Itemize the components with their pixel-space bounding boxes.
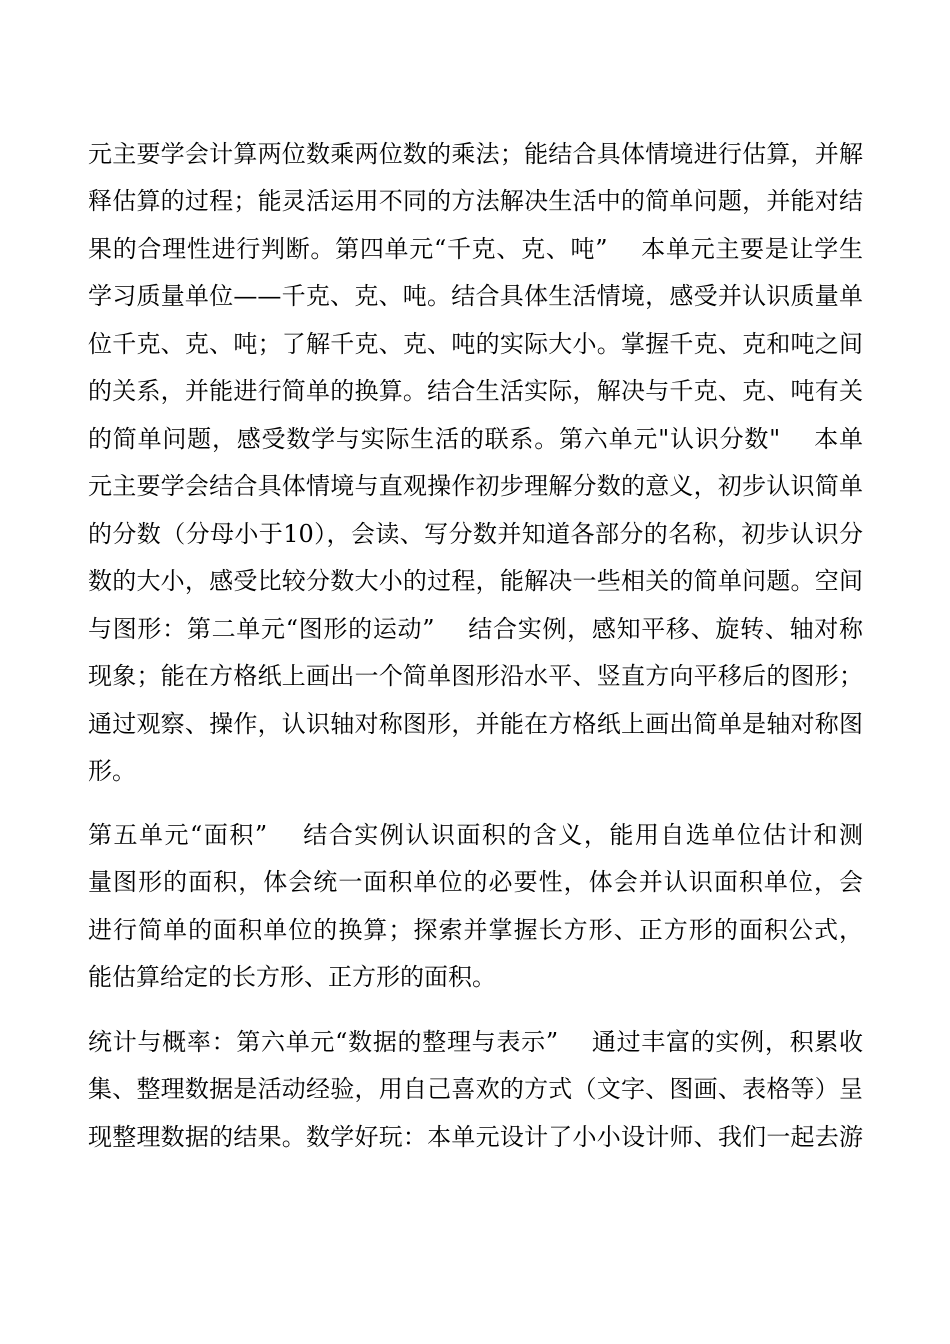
- text-line-1: 元主要学会计算两位数乘两位数的乘法；能结合具体情境进行估算，并解: [88, 140, 863, 168]
- text-line-8: 元主要学会结合具体情境与直观操作初步理解分数的意义，初步认识简单: [88, 472, 863, 500]
- text-line-13: 通过观察、操作，认识轴对称图形，并能在方格纸上画出简单是轴对称图: [88, 710, 863, 738]
- text-line-3: 果的合理性进行判断。第四单元“千克、克、吨” 本单元主要是让学生: [88, 235, 863, 263]
- text-line-12: 现象；能在方格纸上画出一个简单图形沿水平、竖直方向平移后的图形；: [88, 662, 863, 690]
- text-line-11: 与图形：第二单元“图形的运动” 结合实例，感知平移、旋转、轴对称: [88, 615, 863, 643]
- text-line-9: 的分数（分母小于10），会读、写分数并知道各部分的名称，初步认识分: [88, 520, 863, 548]
- text-line-20: 集、整理数据是活动经验，用自己喜欢的方式（文字、图画、表格等）呈: [88, 1075, 863, 1103]
- text-line-7: 的简单问题，感受数学与实际生活的联系。第六单元"认识分数" 本单: [88, 425, 863, 453]
- text-line-2: 释估算的过程；能灵活运用不同的方法解决生活中的简单问题，并能对结: [88, 187, 863, 215]
- text-line-18: 能估算给定的长方形、正方形的面积。: [88, 963, 496, 991]
- text-line-21: 现整理数据的结果。数学好玩：本单元设计了小小设计师、我们一起去游: [88, 1123, 863, 1151]
- text-line-14: 形。: [88, 757, 136, 785]
- text-line-4: 学习质量单位——千克、克、吨。结合具体生活情境，感受并认识质量单: [88, 282, 863, 310]
- text-line-5: 位千克、克、吨；了解千克、克、吨的实际大小。掌握千克、克和吨之间: [88, 330, 863, 358]
- text-line-16: 量图形的面积，体会统一面积单位的必要性，体会并认识面积单位，会: [88, 868, 863, 896]
- text-line-19: 统计与概率：第六单元“数据的整理与表示” 通过丰富的实例，积累收: [88, 1028, 863, 1056]
- text-line-6: 的关系，并能进行简单的换算。结合生活实际，解决与千克、克、吨有关: [88, 377, 863, 405]
- text-line-17: 进行简单的面积单位的换算；探索并掌握长方形、正方形的面积公式，: [88, 916, 863, 944]
- text-line-10: 数的大小，感受比较分数大小的过程，能解决一些相关的简单问题。空间: [88, 567, 863, 595]
- text-line-15: 第五单元“面积” 结合实例认识面积的含义，能用自选单位估计和测: [88, 821, 863, 849]
